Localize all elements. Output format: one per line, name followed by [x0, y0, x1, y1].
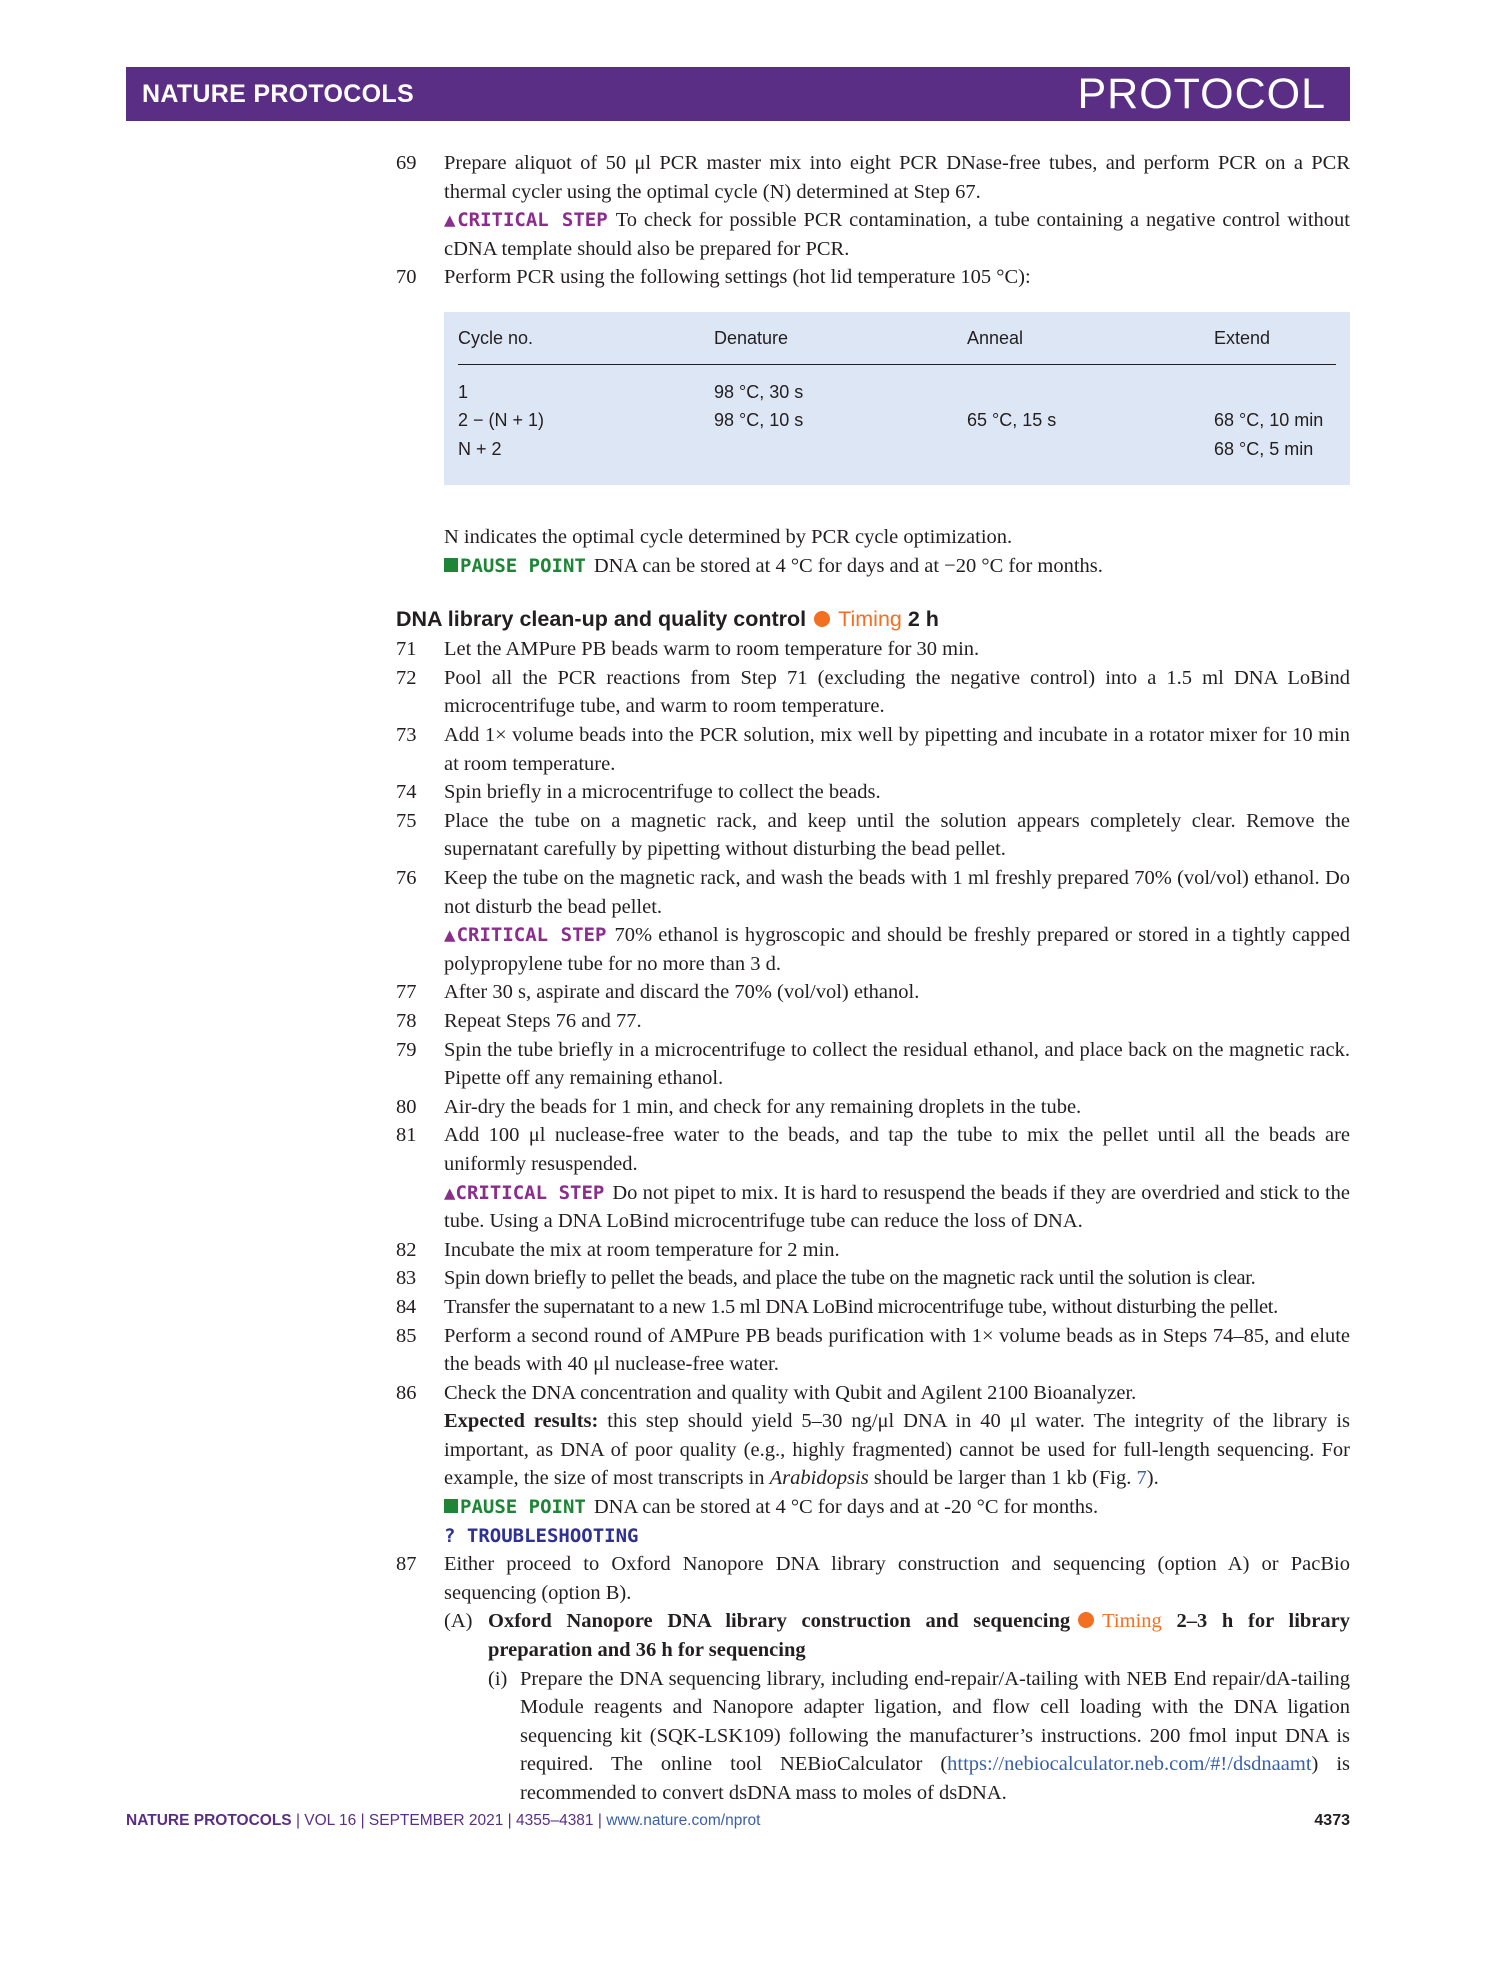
step-85 — [396, 1322, 1350, 1379]
step-74 — [396, 778, 1350, 807]
timing-label: Timing — [1102, 1610, 1162, 1633]
pause-point-text: DNA can be stored at 4 °C for days and at -20 °C for months. — [593, 1496, 1099, 1519]
nebiocalculator-link[interactable]: https://nebiocalculator.neb.com/#!/dsdnaamt — [947, 1753, 1312, 1776]
critical-step-label: ▲CRITICAL STEP — [444, 1181, 605, 1204]
step-number: 76 — [396, 867, 417, 889]
table-header-cell: Anneal — [967, 327, 1024, 348]
species-name: Arabidopsis — [769, 1467, 869, 1490]
substep-i — [396, 1665, 1350, 1808]
step-number: 77 — [396, 981, 417, 1004]
option-a — [396, 1607, 1350, 1664]
table-header-row — [458, 312, 1336, 365]
article-type: PROTOCOL — [1077, 69, 1326, 118]
timing-label: Timing — [838, 606, 902, 631]
step-72 — [396, 664, 1350, 721]
option-title: Oxford Nanopore DNA library construction and sequencing — [488, 1610, 1071, 1633]
timing-clock-icon — [1078, 1612, 1094, 1628]
page-number: 4373 — [1314, 1812, 1350, 1829]
table-cell: 98 °C, 10 s — [714, 410, 804, 431]
step-number: 78 — [396, 1009, 417, 1032]
table-row — [458, 435, 1336, 464]
step-text: Air-dry the beads for 1 min, and check for any remaining droplets in the tube. — [444, 1095, 1082, 1118]
substep-text: Prepare the DNA sequencing library, including end-repair/A-tailing with NEB End repair/dA-tailing Module reagents and Nanopore adapter ligation, and flow cell loading with the DNA ligation sequencing kit (SQK-LSK109) following the manufacturer’s instructions. 200 fmol input DNA is required. The online tool NEBioCalculator ( — [520, 1667, 1350, 1776]
step-text: Repeat Steps 76 and 77. — [444, 1009, 642, 1032]
step-text: Perform PCR using the following settings (hot lid temperature 105 °C): — [444, 266, 1031, 289]
step-number: 73 — [396, 724, 417, 747]
table-cell: 65 °C, 15 s — [967, 410, 1057, 431]
step-number: 85 — [396, 1324, 417, 1347]
page-footer — [126, 1812, 1350, 1830]
step-text: Pool all the PCR reactions from Step 71 (excluding the negative control) into a 1.5 ml DNA LoBind microcentrifuge tube, and warm to room temperature. — [444, 666, 1350, 718]
footer-date: SEPTEMBER 2021 — [368, 1812, 504, 1829]
step-text: Place the tube on a magnetic rack, and keep until the solution appears completely clear. Remove the supernatant carefully by pipetting without disturbing the bead pellet. — [444, 809, 1350, 861]
step-text: Add 1× volume beads into the PCR solution, mix well by pipetting and incubate in a rotator mixer for 10 min at room temperature. — [444, 724, 1350, 775]
step-71 — [396, 635, 1350, 664]
step-number: 74 — [396, 781, 417, 804]
step-number: 71 — [396, 638, 417, 661]
pause-point-label: PAUSE POINT — [460, 555, 586, 578]
step-number: 83 — [396, 1267, 416, 1290]
step-number: 80 — [396, 1095, 417, 1118]
table-cell: 1 — [458, 381, 469, 402]
step-text: Incubate the mix at room temperature for 2 min. — [444, 1238, 840, 1261]
footer-volume: VOL 16 — [304, 1812, 357, 1829]
step-75 — [396, 807, 1350, 864]
step-number: 75 — [396, 809, 417, 832]
step-text: After 30 s, aspirate and discard the 70% (vol/vol) ethanol. — [444, 981, 920, 1004]
table-note — [396, 523, 1350, 580]
table-row — [458, 406, 1336, 435]
substep-text-end: ) is recommended to convert dsDNA mass to moles of dsDNA. — [520, 1753, 1351, 1804]
table-header-cell: Denature — [714, 327, 789, 348]
pause-square-icon — [444, 558, 458, 572]
note-text: N indicates the optimal cycle determined by PCR cycle optimization. — [444, 526, 1013, 549]
figure-link[interactable]: 7 — [1136, 1467, 1147, 1490]
troubleshooting-link[interactable]: ? TROUBLESHOOTING — [444, 1524, 639, 1547]
step-84 — [396, 1293, 1350, 1322]
expected-results-text-2: should be larger than 1 kb (Fig. — [873, 1467, 1132, 1490]
pause-point-text: DNA can be stored at 4 °C for days and at −20 °C for months. — [593, 555, 1103, 578]
step-80 — [396, 1093, 1350, 1122]
step-text: Spin the tube briefly in a microcentrifuge to collect the residual ethanol, and place back on the magnetic rack. Pipette off any remaining ethanol. — [444, 1038, 1350, 1090]
step-text: Let the AMPure PB beads warm to room temperature for 30 min. — [444, 638, 980, 661]
critical-step-label: ▲CRITICAL STEP — [444, 209, 608, 232]
step-number: 82 — [396, 1238, 417, 1261]
step-text: Check the DNA concentration and quality with Qubit and Agilent 2100 Bioanalyzer. — [444, 1381, 1137, 1404]
critical-step-text: Do not pipet to mix. It is hard to resuspend the beads if they are overdried and stick to the tube. Using a DNA LoBind microcentrifuge tube can reduce the loss of DNA. — [444, 1181, 1350, 1233]
main-content — [396, 149, 1350, 1808]
step-78 — [396, 1007, 1350, 1036]
timing-clock-icon — [814, 611, 830, 627]
footer-citation: NATURE PROTOCOLS | VOL 16 | SEPTEMBER 2021 | 4355–4381 | www.nature.com/nprot — [126, 1812, 761, 1829]
step-73 — [396, 721, 1350, 778]
footer-url[interactable]: www.nature.com/nprot — [606, 1812, 761, 1829]
step-number: 72 — [396, 666, 417, 689]
pause-point-label: PAUSE POINT — [460, 1496, 586, 1519]
step-79 — [396, 1036, 1350, 1093]
step-text: Add 100 μl nuclease-free water to the beads, and tap the tube to mix the pellet until all the beads are uniformly resuspended. — [444, 1124, 1350, 1175]
pcr-settings-table — [444, 312, 1350, 486]
step-number: 69 — [396, 152, 417, 174]
table-row — [458, 378, 1336, 407]
header-banner — [126, 67, 1350, 121]
step-76 — [396, 864, 1350, 978]
table-cell: 2 − (N + 1) — [458, 410, 545, 431]
expected-results-text-3: ). — [1146, 1467, 1159, 1490]
step-82 — [396, 1236, 1350, 1265]
step-number: 79 — [396, 1038, 417, 1061]
table-cell: N + 2 — [458, 438, 502, 459]
step-text: Keep the tube on the magnetic rack, and wash the beads with 1 ml freshly prepared 70% (vol/vol) ethanol. Do not disturb the bead pellet. — [444, 867, 1350, 918]
step-70 — [396, 263, 1350, 292]
step-number: 81 — [396, 1124, 417, 1147]
step-text: Spin briefly in a microcentrifuge to collect the beads. — [444, 781, 881, 804]
step-number: 86 — [396, 1381, 417, 1404]
step-number: 84 — [396, 1295, 416, 1318]
table-header-cell: Cycle no. — [458, 327, 534, 348]
substep-label: (i) — [488, 1667, 508, 1690]
option-label: (A) — [444, 1610, 473, 1633]
step-83 — [396, 1264, 1350, 1293]
critical-step-text: To check for possible PCR contamination, a tube containing a negative control without cDNA template should also be prepared for PCR. — [444, 209, 1350, 260]
footer-journal: NATURE PROTOCOLS — [126, 1812, 292, 1829]
section-title: DNA library clean-up and quality control — [396, 606, 807, 631]
table-cell: 68 °C, 10 min — [1214, 410, 1324, 431]
step-text: Perform a second round of AMPure PB beads purification with 1× volume beads as in Steps 74–85, and elute the beads with 40 μl nuclease-free water. — [444, 1324, 1350, 1376]
step-text: Transfer the supernatant to a new 1.5 ml DNA LoBind microcentrifuge tube, without disturbing the pellet. — [444, 1295, 1278, 1318]
timing-value: 2–3 h for library preparation and 36 h for sequencing — [488, 1610, 1351, 1662]
table-header-cell: Extend — [1214, 327, 1271, 348]
pause-square-icon — [444, 1499, 458, 1513]
table-cell: 68 °C, 5 min — [1214, 438, 1314, 459]
step-81 — [396, 1121, 1350, 1235]
critical-step-label: ▲CRITICAL STEP — [444, 924, 607, 947]
step-69 — [396, 149, 1350, 263]
expected-results-label: Expected results: — [444, 1410, 599, 1433]
step-number: 87 — [396, 1553, 417, 1576]
journal-name: NATURE PROTOCOLS — [142, 79, 414, 108]
step-77 — [396, 978, 1350, 1007]
expected-results-text: this step should yield 5–30 ng/μl DNA in 40 μl water. The integrity of the library is important, as DNA of poor quality (e.g., highly fragmented) cannot be used for full-length sequencing. For example, the size of most transcripts in — [444, 1410, 1351, 1490]
step-text: Prepare aliquot of 50 μl PCR master mix into eight PCR DNase-free tubes, and perform PCR on a PCR thermal cycler using the optimal cycle (N) determined at Step 67. — [444, 152, 1350, 203]
step-number: 70 — [396, 266, 417, 289]
step-87 — [396, 1550, 1350, 1607]
critical-step-text: 70% ethanol is hygroscopic and should be freshly prepared or stored in a tightly capped polypropylene tube for no more than 3 d. — [444, 924, 1350, 975]
step-text: Either proceed to Oxford Nanopore DNA library construction and sequencing (option A) or PacBio sequencing (option B). — [444, 1553, 1350, 1604]
step-text: Spin down briefly to pellet the beads, and place the tube on the magnetic rack until the solution is clear. — [444, 1267, 1256, 1290]
table-cell: 98 °C, 30 s — [714, 381, 804, 402]
timing-value: 2 h — [907, 606, 939, 631]
section-heading — [396, 605, 1350, 634]
footer-pages: 4355–4381 — [515, 1812, 594, 1829]
step-86 — [396, 1379, 1350, 1551]
